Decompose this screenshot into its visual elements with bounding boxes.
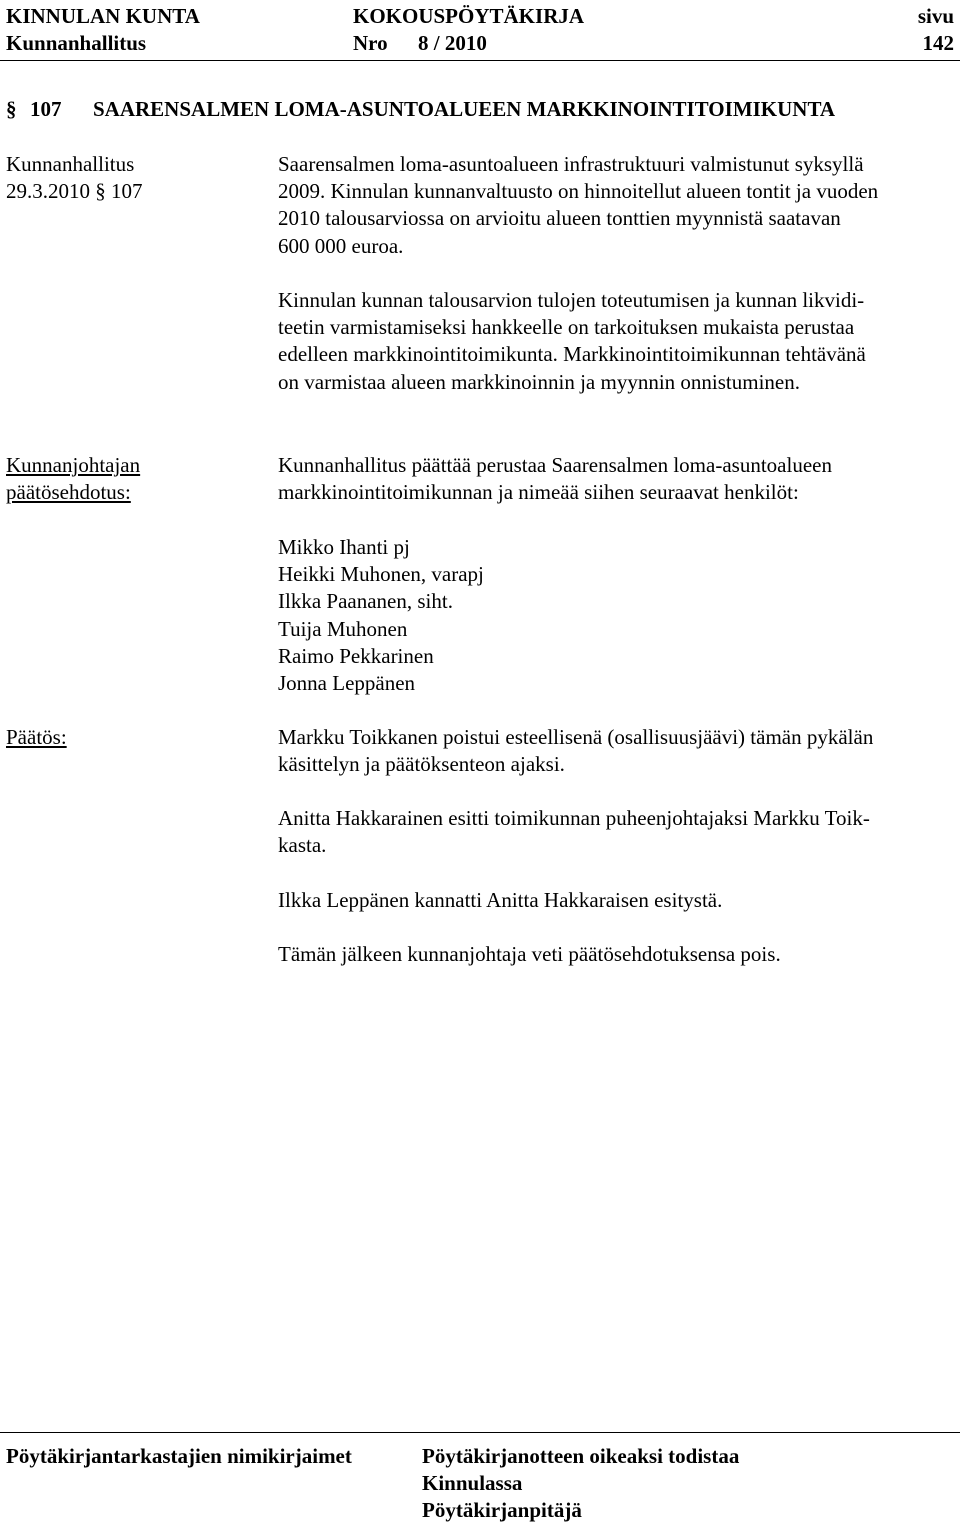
page-number: 142 [922,31,954,55]
reference-body: Kunnanhallitus [6,152,135,176]
member-list [278,534,484,697]
left-reference [6,151,143,205]
section-title: SAARENSALMEN LOMA-ASUNTOALUEEN MARKKINOINTITOIMIKUNTA [93,97,836,121]
section-symbol: § [6,97,17,121]
reference-date: 29.3.2010 § 107 [6,179,143,204]
document-type: KOKOUSPÖYTÄKIRJA [353,4,585,28]
municipality-name: KINNULAN KUNTA [6,4,200,28]
proposal-text [278,452,832,506]
proposal-label-line: päätösehdotus: [6,480,131,505]
text-line: Kinnulan kunnan talousarvion tulojen toteutumisen ja kunnan likvidi- [278,288,865,312]
list-item: Ilkka Paananen, siht. [278,589,453,614]
text-line: käsittelyn ja päätöksenteon ajaksi. [278,752,565,777]
list-item: Tuija Muhonen [278,616,408,641]
text-line: on varmistaa alueen markkinoinnin ja myynnin onnistuminen. [278,369,800,394]
proposal-label-line: Kunnanjohtajan [6,453,141,477]
decision-paragraph-3: Ilkka Leppänen kannatti Anitta Hakkaraisen esitystä. [278,888,723,912]
list-item: Raimo Pekkarinen [278,643,434,668]
footer-place: Kinnulassa [422,1471,523,1495]
text-line: teetin varmistamiseksi hankkeelle on tarkoituksen mukaista perustaa [278,315,855,340]
text-line: kasta. [278,833,327,858]
intro-paragraph-2 [278,287,866,396]
nro-value: 8 / 2010 [418,31,487,55]
nro-label: Nro [353,31,388,55]
text-line: edelleen markkinointitoimikunta. Markkinointitoimikunnan tehtävänä [278,342,866,367]
list-item: Heikki Muhonen, varapj [278,562,484,587]
section-number: 107 [30,97,62,121]
decision-paragraph-1 [278,724,873,778]
header-divider [0,60,960,61]
text-line: 2009. Kinnulan kunnanvaltuusto on hinnoitellut alueen tontit ja vuoden [278,179,879,204]
list-item: Mikko Ihanti pj [278,535,410,559]
decision-label: Päätös: [6,725,67,749]
decision-paragraph-4: Tämän jälkeen kunnanjohtaja veti päätösehdotuksensa pois. [278,942,781,966]
footer-certification: Pöytäkirjanotteen oikeaksi todistaa [422,1444,740,1468]
list-item: Jonna Leppänen [278,671,416,696]
footer-secretary: Pöytäkirjanpitäjä [422,1498,582,1522]
footer-initials-label: Pöytäkirjantarkastajien nimikirjaimet [6,1444,352,1468]
decision-paragraph-2 [278,805,870,859]
proposal-label [6,452,140,506]
body-name: Kunnanhallitus [6,31,147,55]
text-line: Markku Toikkanen poistui esteellisenä (osallisuusjäävi) tämän pykälän [278,725,874,749]
page-label: sivu [917,4,954,28]
text-line: Kunnanhallitus päättää perustaa Saarensalmen loma-asuntoalueen [278,453,832,477]
intro-paragraph-1 [278,151,878,260]
text-line: Saarensalmen loma-asuntoalueen infrastruktuuri valmistunut syksyllä [278,152,864,176]
footer-divider [0,1432,960,1433]
text-line: Anitta Hakkarainen esitti toimikunnan puheenjohtajaksi Markku Toik- [278,806,870,830]
text-line: markkinointitoimikunnan ja nimeää siihen seuraavat henkilöt: [278,480,799,505]
text-line: 2010 talousarviossa on arvioitu alueen tonttien myynnistä saatavan [278,206,841,231]
text-line: 600 000 euroa. [278,233,404,258]
